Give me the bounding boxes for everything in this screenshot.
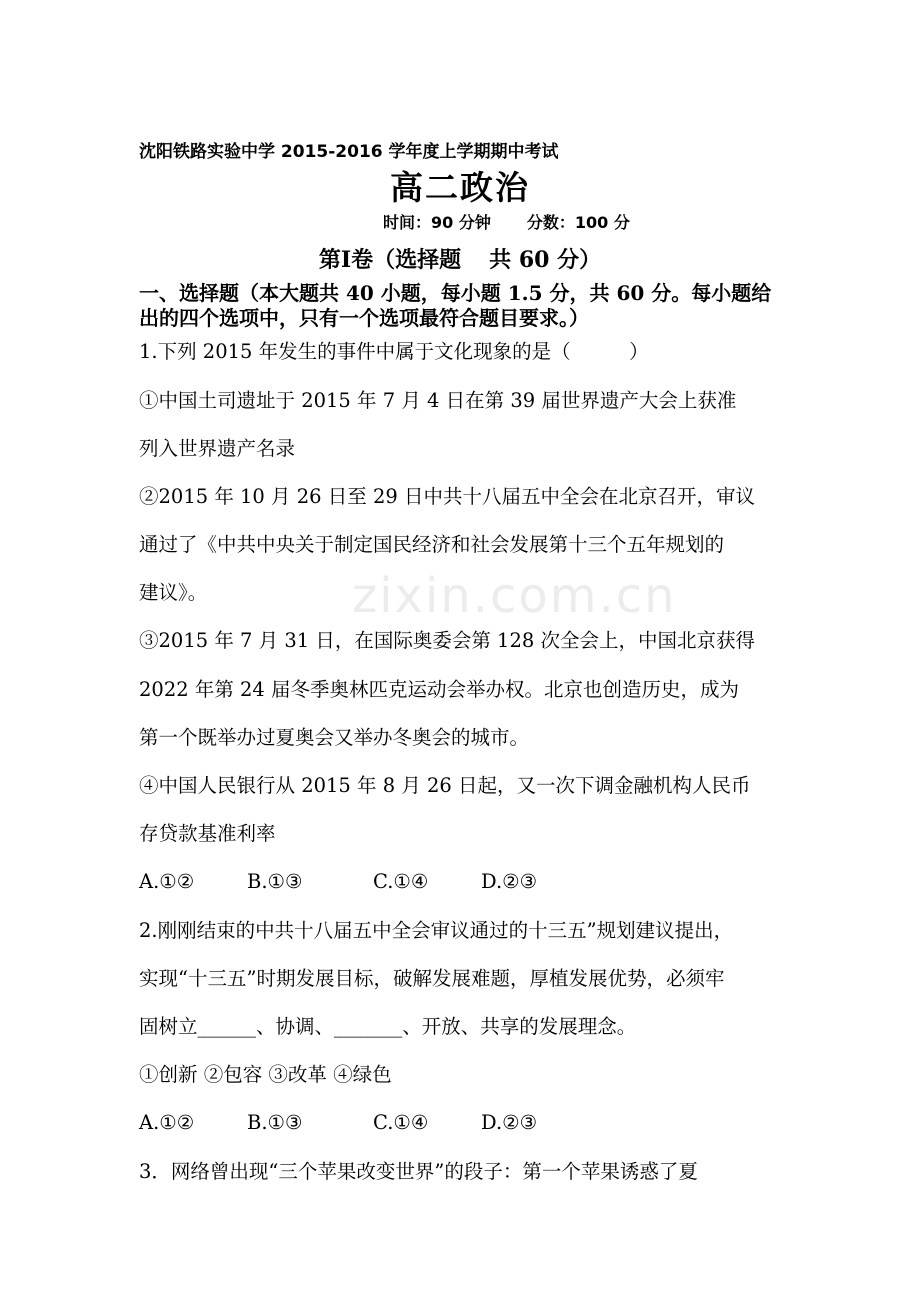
option-a[interactable]: A.①② xyxy=(139,1111,195,1134)
question-1-line: 存贷款基准利率 xyxy=(139,822,276,845)
question-1-line: 通过了《中共中央关于制定国民经济和社会发展第十三个五年规划的 xyxy=(139,533,725,556)
watermark: zixin.com.cn xyxy=(352,568,677,624)
option-d[interactable]: D.②③ xyxy=(481,1111,538,1134)
option-b[interactable]: B.①③ xyxy=(247,1111,303,1134)
question-1-line: ②2015 年 10 月 26 日至 29 日中共十八届五中全会在北京召开，审议 xyxy=(139,485,755,508)
section-total: 共 60 分） xyxy=(489,247,602,273)
time-score-line xyxy=(383,210,630,233)
question-1-line: 2022 年第 24 届冬季奥林匹克运动会举办权。北京也创造历史，成为 xyxy=(139,678,740,701)
option-d[interactable]: D.②③ xyxy=(481,870,538,893)
exam-score: 分数：100 分 xyxy=(526,213,630,232)
school-exam-line: 沈阳铁路实验中学 2015-2016 学年度上学期期中考试 xyxy=(139,142,559,162)
question-1-stem: 1.下列 2015 年发生的事件中属于文化现象的是（ ） xyxy=(139,340,649,363)
question-1-line: 建议》。 xyxy=(139,581,208,604)
question-3-stem: 3．网络曾出现“三个苹果改变世界”的段子：第一个苹果诱惑了夏 xyxy=(139,1160,698,1183)
question-1-options xyxy=(139,870,537,893)
question-1-line: ①中国土司遗址于 2015 年 7 月 4 日在第 39 届世界遗产大会上获准 xyxy=(139,389,737,412)
option-b[interactable]: B.①③ xyxy=(247,870,303,893)
section-title xyxy=(0,243,920,274)
question-1-line: 列入世界遗产名录 xyxy=(139,437,296,460)
subject-title: 高二政治 xyxy=(390,168,530,207)
question-1-line: 第一个既举办过夏奥会又举办冬奥会的城市。 xyxy=(139,726,530,749)
question-1-line: ③2015 年 7 月 31 日，在国际奥委会第 128 次全会上，中国北京获得 xyxy=(139,629,755,652)
option-c[interactable]: C.①④ xyxy=(373,870,429,893)
section-instructions: 一、选择题（本大题共 40 小题，每小题 1.5 分，共 60 分。每小题给出的四个选项中，只有一个选项最符合题目要求。） xyxy=(139,281,772,330)
question-2-line: 固树立______、协调、_______、开放、共享的发展理念。 xyxy=(139,1015,637,1038)
option-c[interactable]: C.①④ xyxy=(373,1111,429,1134)
question-2-line: 实现“十三五”时期发展目标，破解发展难题，厚植发展优势，必须牢 xyxy=(139,967,725,990)
question-2-stem: 2.刚刚结束的中共十八届五中全会审议通过的十三五”规划建议提出， xyxy=(139,919,734,942)
question-2-options xyxy=(139,1111,537,1134)
question-2-choices: ①创新 ②包容 ③改革 ④绿色 xyxy=(139,1063,392,1086)
section-name: 第Ⅰ卷（选择题 xyxy=(318,247,462,273)
question-1-line: ④中国人民银行从 2015 年 8 月 26 日起，又一次下调金融机构人民币 xyxy=(139,774,751,797)
option-a[interactable]: A.①② xyxy=(139,870,195,893)
exam-time: 时间：90 分钟 xyxy=(383,213,491,232)
